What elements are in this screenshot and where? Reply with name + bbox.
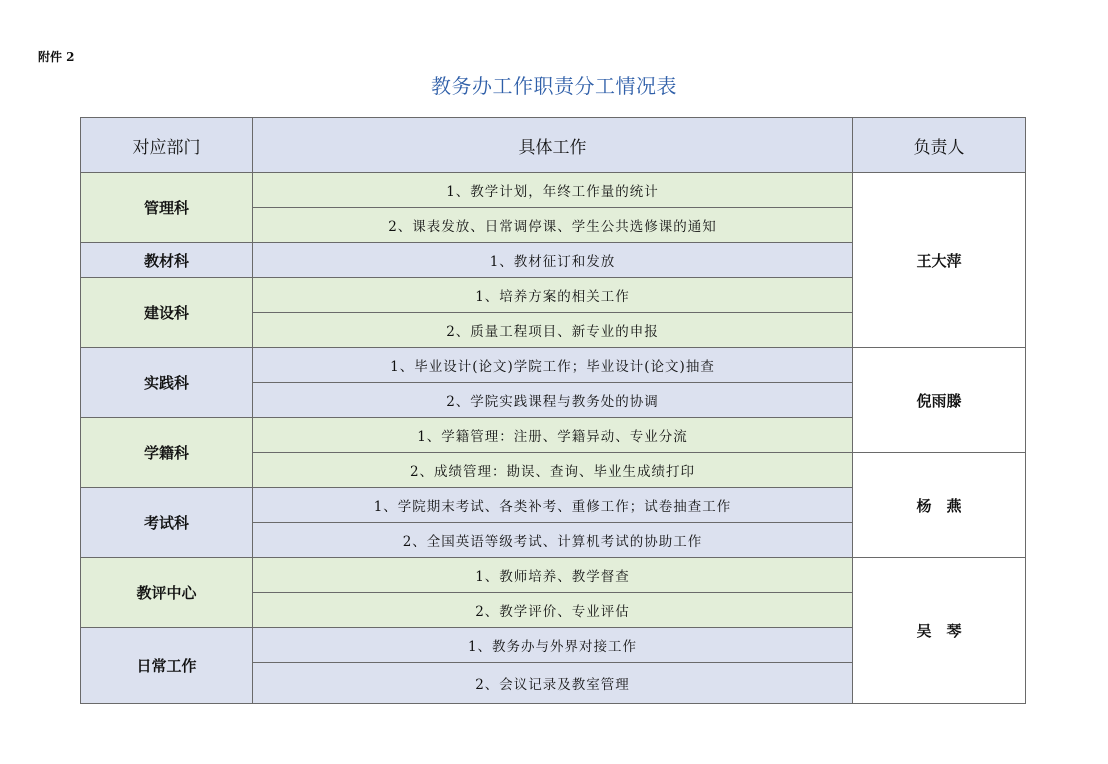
department-cell: 日常工作 [81,628,253,704]
column-header-tasks: 具体工作 [253,118,853,173]
department-cell: 学籍科 [81,418,253,488]
task-cell: 1、教师培养、教学督查 [253,558,853,593]
task-cell: 1、培养方案的相关工作 [253,278,853,313]
task-cell: 2、教学评价、专业评估 [253,593,853,628]
task-cell: 2、课表发放、日常调停课、学生公共选修课的通知 [253,208,853,243]
department-cell: 教材科 [81,243,253,278]
task-cell: 2、学院实践课程与教务处的协调 [253,383,853,418]
table-row [81,558,1026,593]
task-cell: 1、学籍管理：注册、学籍异动、专业分流 [253,418,853,453]
table-row [81,173,1026,208]
attachment-label: 附件 2 [38,50,75,64]
task-cell: 1、毕业设计(论文)学院工作；毕业设计(论文)抽查 [253,348,853,383]
task-cell: 1、教材征订和发放 [253,243,853,278]
person-cell: 吴 琴 [853,558,1026,704]
table-header-row [81,118,1026,173]
department-cell: 管理科 [81,173,253,243]
column-header-person: 负责人 [853,118,1026,173]
person-cell: 杨 燕 [853,453,1026,558]
department-cell: 实践科 [81,348,253,418]
department-cell: 考试科 [81,488,253,558]
task-cell: 2、全国英语等级考试、计算机考试的协助工作 [253,523,853,558]
department-cell: 建设科 [81,278,253,348]
task-cell: 1、教务办与外界对接工作 [253,628,853,663]
task-cell: 1、学院期末考试、各类补考、重修工作；试卷抽查工作 [253,488,853,523]
document-title: 教务办工作职责分工情况表 [431,74,677,98]
table-row [81,348,1026,383]
task-cell: 2、质量工程项目、新专业的申报 [253,313,853,348]
duty-table [80,117,1026,704]
person-cell: 王大萍 [853,173,1026,348]
person-cell: 倪雨滕 [853,348,1026,453]
task-cell: 2、成绩管理：勘误、查询、毕业生成绩打印 [253,453,853,488]
column-header-department: 对应部门 [81,118,253,173]
task-cell: 1、教学计划，年终工作量的统计 [253,173,853,208]
department-cell: 教评中心 [81,558,253,628]
task-cell: 2、会议记录及教室管理 [253,663,853,704]
